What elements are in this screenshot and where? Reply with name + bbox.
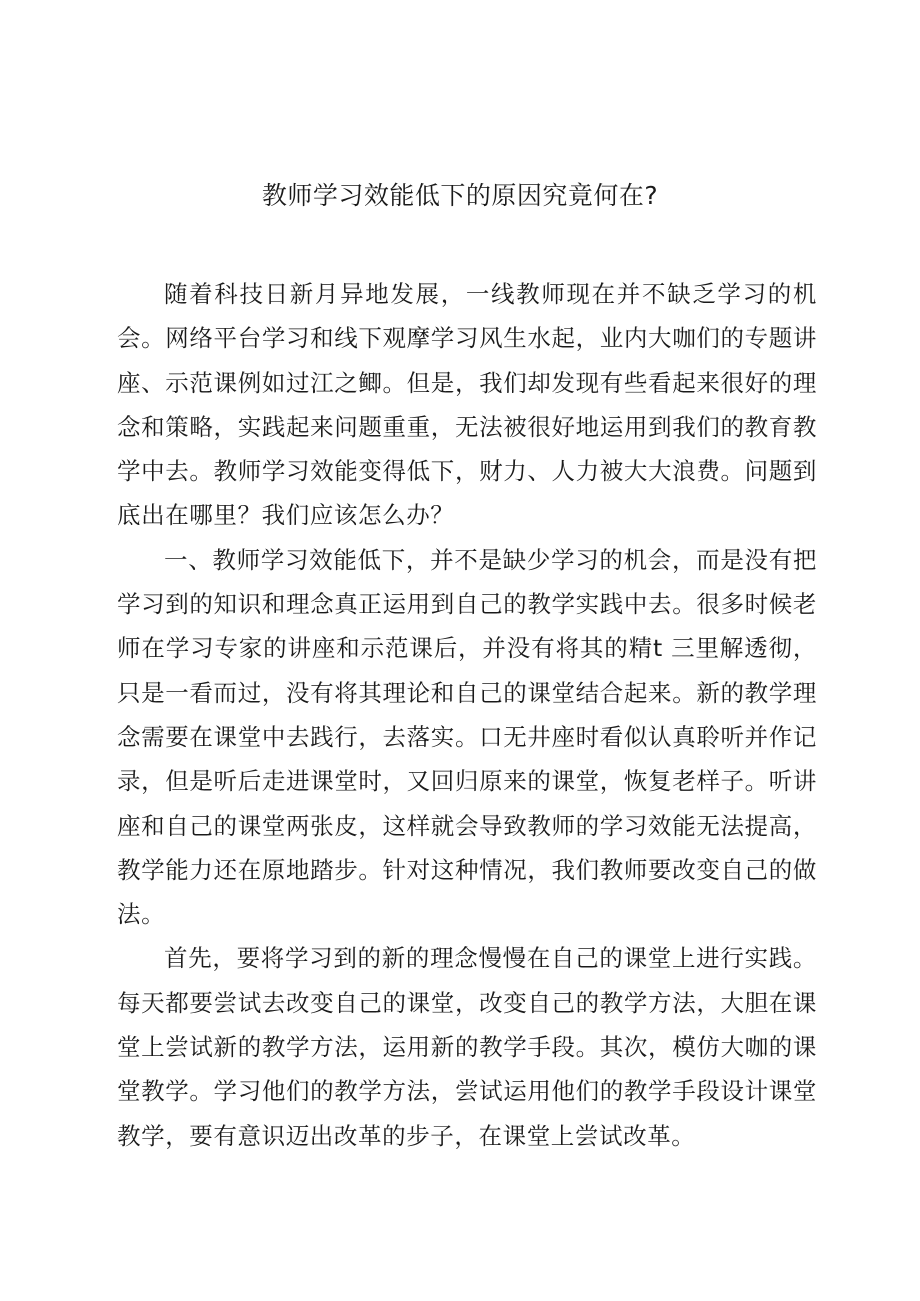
paragraph-first-measure: 首先，要将学习到的新的理念慢慢在自己的课堂上进行实践。每天都要尝试去改变自己的课堂，改变自己的教学方法，大胆在课堂上尝试新的教学方法，运用新的教学手段。其次，模仿大咖的课堂教学。学习他们的教学方法，尝试运用他们的教学手段设计课堂教学，要有意识迈出改革的步子，在课堂上尝试改革。 (117, 944, 817, 1150)
paragraph-intro: 随着科技日新月异地发展，一线教师现在并不缺乏学习的机会。网络平台学习和线下观摩学习风生水起，业内大咖们的专题讲座、示范课例如过江之鲫。但是，我们却发现有些看起来很好的理念和策略，实践起来问题重重，无法被很好地运用到我们的教育教学中去。教师学习效能变得低下，财力、人力被大大浪费。问题到底出在哪里？我们应该怎么办？ (117, 280, 817, 530)
document-title: 教师学习效能低下的原因究竟何在? (261, 181, 659, 210)
document-body (117, 272, 817, 1158)
paragraph-point-one: 一、教师学习效能低下，并不是缺少学习的机会，而是没有把学习到的知识和理念真正运用到自己的教学实践中去。很多时候老师在学习专家的讲座和示范课后，并没有将其的精t 三里解透彻，只是一看而过，没有将其理论和自己的课堂结合起来。新的教学理念需要在课堂中去践行，去落实。口无井座时看似认真聆听并作记录，但是听后走进课堂时，又回归原来的课堂，恢复老样子。听讲座和自己的课堂两张皮，这样就会导致教师的学习效能无法提高，教学能力还在原地踏步。针对这种情况，我们教师要改变自己的做法。 (117, 545, 817, 929)
